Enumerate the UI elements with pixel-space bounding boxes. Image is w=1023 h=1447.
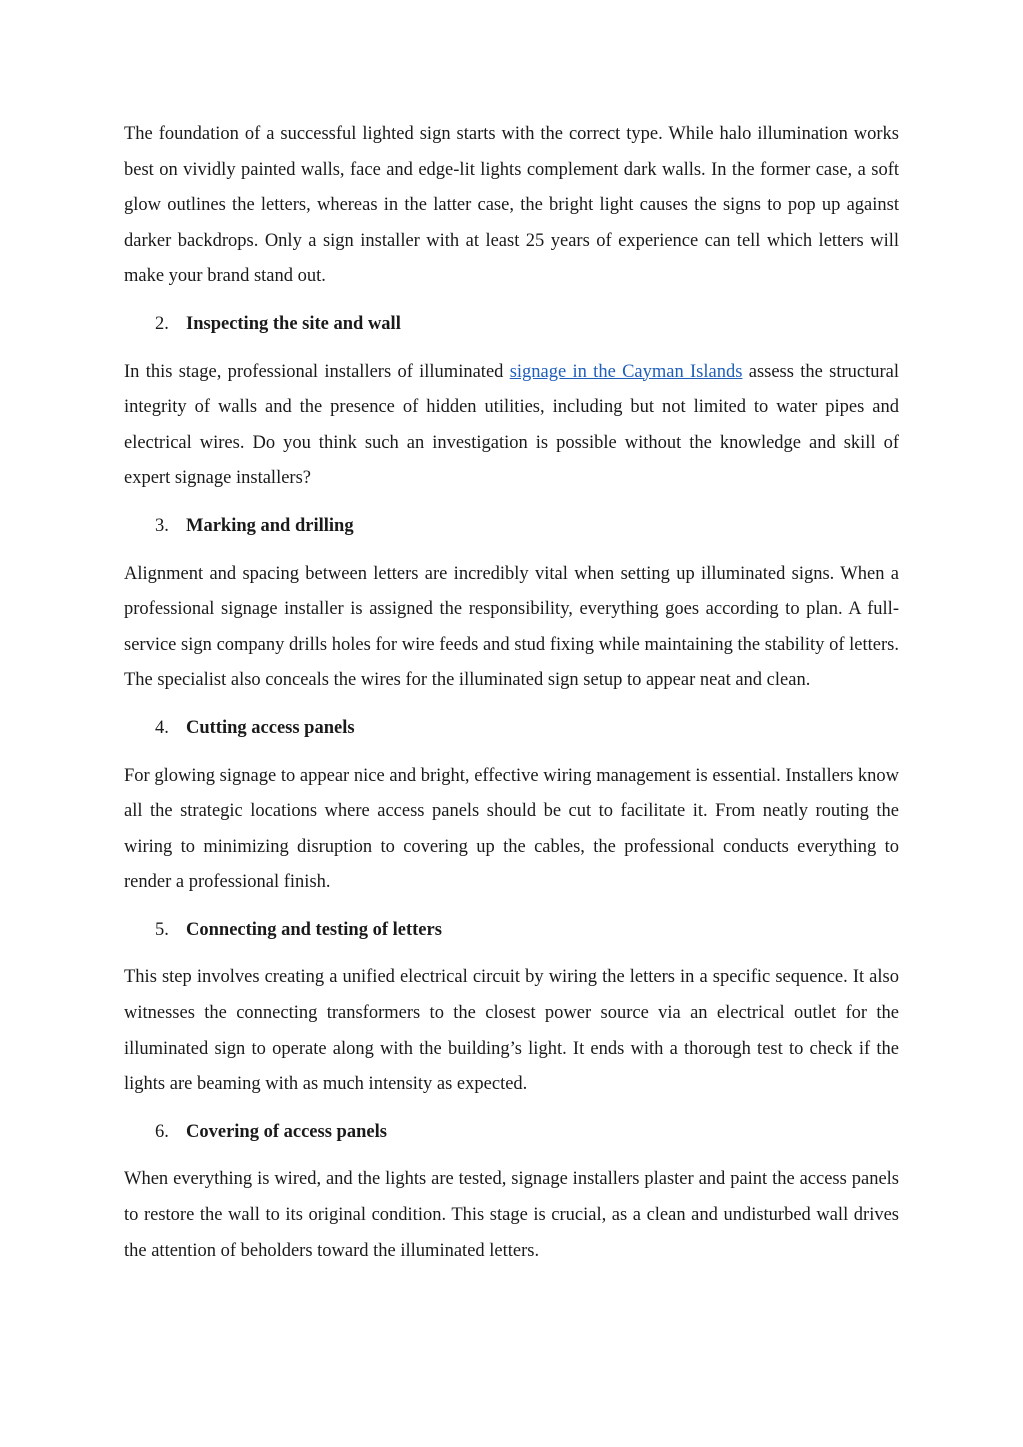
section-heading-inspecting	[124, 307, 899, 343]
heading-title: Inspecting the site and wall	[186, 313, 401, 334]
heading-title: Cutting access panels	[186, 717, 355, 738]
section-heading-connecting	[124, 913, 899, 949]
paragraph-text-after-link: assess the structural integrity of walls and the presence of hidden utilities, including but not limited to water pipes and electrical wires. Do you think such an investigation is possible without the knowledge and skill of expert signage installers?	[124, 361, 899, 489]
heading-title: Connecting and testing of letters	[186, 919, 442, 940]
section-heading-covering	[124, 1115, 899, 1151]
section-heading-marking	[124, 509, 899, 545]
cayman-signage-link[interactable]: signage in the Cayman Islands	[509, 361, 743, 382]
covering-paragraph: When everything is wired, and the lights are tested, signage installers plaster and paint the access panels to restore the wall to its original condition. This stage is crucial, as a clean and undisturbed wall drives the attention of beholders toward the illuminated letters.	[124, 1169, 899, 1261]
cutting-paragraph: For glowing signage to appear nice and bright, effective wiring management is essential. Installers know all the strategic locations where access panels should be cut to facilitate it. From neatly routing the wiring to minimizing disruption to covering up the cables, the professional conducts everything to render a professional finish.	[124, 765, 899, 893]
list-number: 3.	[155, 515, 169, 536]
heading-title: Marking and drilling	[186, 515, 354, 536]
list-number: 6.	[155, 1121, 169, 1142]
list-number: 5.	[155, 919, 169, 940]
list-number: 4.	[155, 717, 169, 738]
connecting-paragraph: This step involves creating a unified electrical circuit by wiring the letters in a specific sequence. It also witnesses the connecting transformers to the closest power source via an electrical outlet for the illuminated sign to operate along with the building’s light. It ends with a thorough test to check if the lights are beaming with as much intensity as expected.	[124, 967, 899, 1095]
section-heading-cutting	[124, 711, 899, 747]
document-page	[124, 117, 899, 1281]
intro-paragraph: The foundation of a successful lighted sign starts with the correct type. While halo illumination works best on vividly painted walls, face and edge-lit lights complement dark walls. In the former case, a soft glow outlines the letters, whereas in the latter case, the bright light causes the signs to pop up against darker backdrops. Only a sign installer with at least 25 years of experience can tell which letters will make your brand stand out.	[124, 124, 899, 287]
paragraph-text-before-link: In this stage, professional installers of illuminated	[124, 361, 510, 382]
inspecting-paragraph	[124, 355, 899, 497]
heading-title: Covering of access panels	[186, 1121, 387, 1142]
list-number: 2.	[155, 313, 169, 334]
marking-paragraph: Alignment and spacing between letters are incredibly vital when setting up illuminated signs. When a professional signage installer is assigned the responsibility, everything goes according to plan. A full-service sign company drills holes for wire feeds and stud fixing while maintaining the stability of letters. The specialist also conceals the wires for the illuminated sign setup to appear neat and clean.	[124, 563, 899, 691]
